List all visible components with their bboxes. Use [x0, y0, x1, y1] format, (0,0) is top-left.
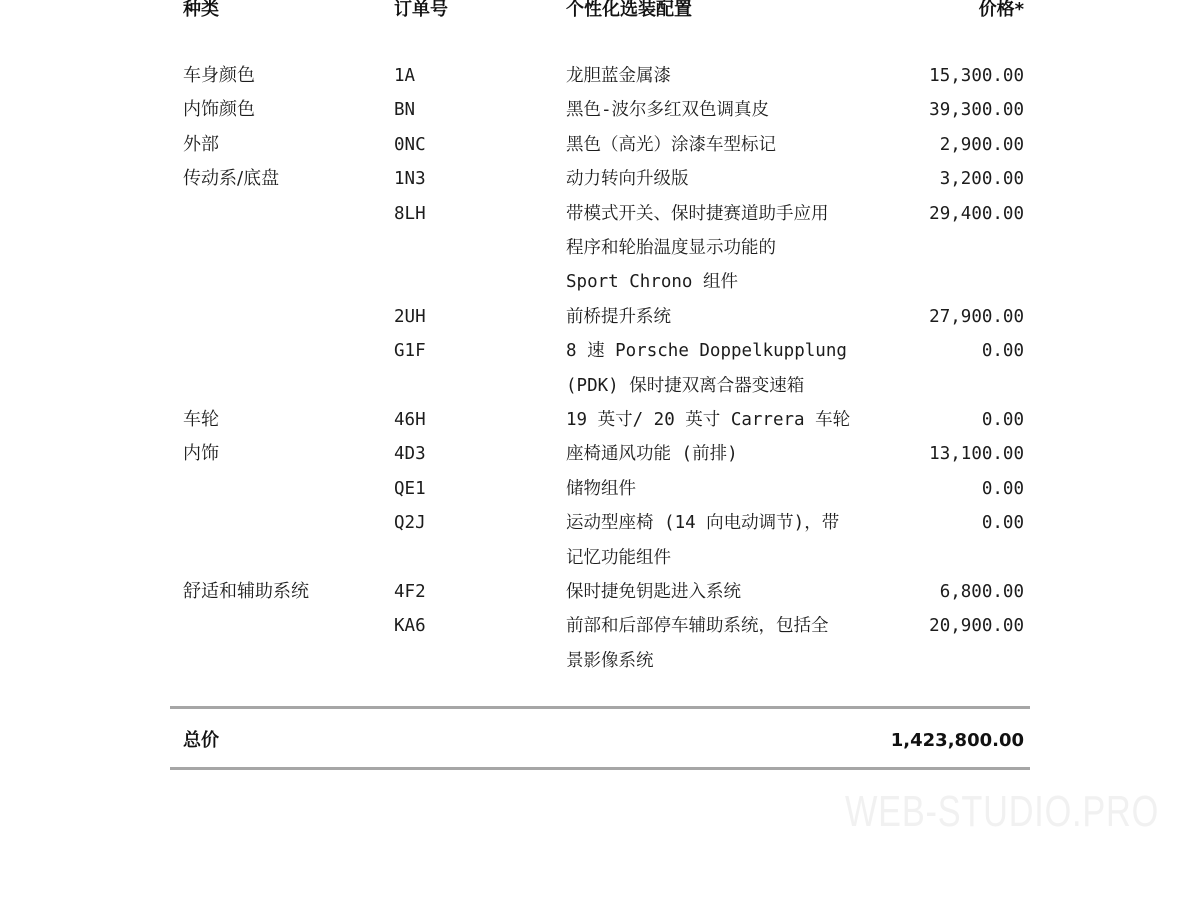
- row-order-code: G1F: [394, 341, 426, 362]
- row-order-code: 1A: [394, 66, 416, 86]
- row-order-code: 8LH: [394, 203, 426, 224]
- row-option-line: 黑色（高光）涂漆车型标记: [566, 134, 776, 155]
- row-price: 0.00: [981, 341, 1024, 362]
- row-option-line: 黑色-波尔多红双色调真皮: [566, 100, 770, 121]
- row-option: [566, 472, 876, 506]
- row-option: [566, 93, 876, 127]
- row-price: 20,900.00: [929, 616, 1024, 637]
- column-header-option: 个性化选装配置: [566, 0, 692, 20]
- row-option: [566, 162, 876, 196]
- row-option-line: 前部和后部停车辅助系统，包括全: [566, 616, 829, 637]
- row-option-line: (PDK) 保时捷双离合器变速箱: [566, 375, 805, 396]
- row-order-code: 46H: [394, 409, 426, 430]
- row-option: [566, 300, 876, 334]
- row-option-line: 储物组件: [566, 478, 636, 499]
- row-category: 传动系/底盘: [183, 168, 280, 190]
- row-order-code: 4F2: [394, 581, 426, 602]
- row-price: 0.00: [981, 409, 1024, 430]
- row-price: 27,900.00: [929, 306, 1024, 327]
- row-order-code: Q2J: [394, 513, 426, 534]
- row-option: [566, 437, 876, 471]
- row-category: 内饰颜色: [183, 99, 255, 121]
- column-header-price: 价格*: [978, 0, 1024, 20]
- table-row: [0, 506, 1200, 575]
- row-option-line: 座椅通风功能 (前排): [566, 444, 738, 465]
- total-divider-top: [170, 706, 1030, 709]
- table-row: [0, 59, 1200, 93]
- row-order-code: 2UH: [394, 306, 426, 327]
- row-option: [566, 197, 876, 300]
- row-price: 6,800.00: [939, 581, 1024, 602]
- table-row: [0, 575, 1200, 609]
- row-option: [566, 59, 876, 93]
- row-option: [566, 506, 876, 575]
- row-price: 39,300.00: [929, 100, 1024, 121]
- row-category: 内饰: [183, 443, 219, 465]
- row-category: 车轮: [183, 408, 219, 430]
- row-option: [566, 128, 876, 162]
- row-price: 29,400.00: [929, 203, 1024, 224]
- row-order-code: 4D3: [394, 444, 426, 465]
- total-label: 总价: [183, 730, 219, 751]
- row-order-code: BN: [394, 100, 416, 121]
- options-table: [0, 59, 1200, 678]
- row-price: 2,900.00: [939, 134, 1024, 155]
- row-option-line: 保时捷免钥匙进入系统: [566, 581, 741, 602]
- row-price: 3,200.00: [939, 169, 1024, 190]
- row-option-line: 8 速 Porsche Doppelkupplung: [566, 341, 847, 362]
- table-row: [0, 403, 1200, 437]
- table-row: [0, 162, 1200, 196]
- row-price: 0.00: [981, 513, 1024, 534]
- table-row: [0, 437, 1200, 471]
- row-option-line: 19 英寸/ 20 英寸 Carrera 车轮: [566, 409, 851, 430]
- row-price: 13,100.00: [929, 444, 1024, 465]
- total-value: 1,423,800.00: [890, 730, 1024, 751]
- total-divider-bottom: [170, 767, 1030, 770]
- table-row: [0, 93, 1200, 127]
- column-header-order-code: 订单号: [394, 0, 448, 20]
- row-option: [566, 609, 876, 678]
- row-order-code: 0NC: [394, 134, 426, 155]
- row-order-code: QE1: [394, 478, 426, 499]
- row-option: [566, 403, 876, 437]
- row-option-line: 龙胆蓝金属漆: [566, 66, 671, 86]
- row-option-line: 景影像系统: [566, 650, 654, 671]
- table-row: [0, 300, 1200, 334]
- row-option-line: Sport Chrono 组件: [566, 272, 738, 293]
- row-option-line: 记忆功能组件: [566, 547, 671, 568]
- watermark: WEB-STUDIO.PRO: [845, 787, 1160, 836]
- row-option-line: 带模式开关、保时捷赛道助手应用: [566, 203, 829, 224]
- table-row: [0, 472, 1200, 506]
- row-order-code: KA6: [394, 616, 426, 637]
- row-option: [566, 575, 876, 609]
- row-option-line: 程序和轮胎温度显示功能的: [566, 237, 776, 258]
- row-option-line: 前桥提升系统: [566, 306, 671, 327]
- row-price: 0.00: [981, 478, 1024, 499]
- row-category: 车身颜色: [183, 65, 255, 86]
- table-row: [0, 197, 1200, 300]
- table-row: [0, 334, 1200, 403]
- row-order-code: 1N3: [394, 169, 426, 190]
- row-option-line: 运动型座椅 (14 向电动调节)，带: [566, 513, 840, 534]
- table-row: [0, 128, 1200, 162]
- table-row: [0, 609, 1200, 678]
- row-category: 外部: [183, 133, 219, 155]
- row-option-line: 动力转向升级版: [566, 169, 689, 190]
- row-category: 舒适和辅助系统: [183, 580, 309, 602]
- row-option: [566, 334, 876, 403]
- row-price: 15,300.00: [929, 66, 1024, 86]
- column-header-category: 种类: [183, 0, 219, 20]
